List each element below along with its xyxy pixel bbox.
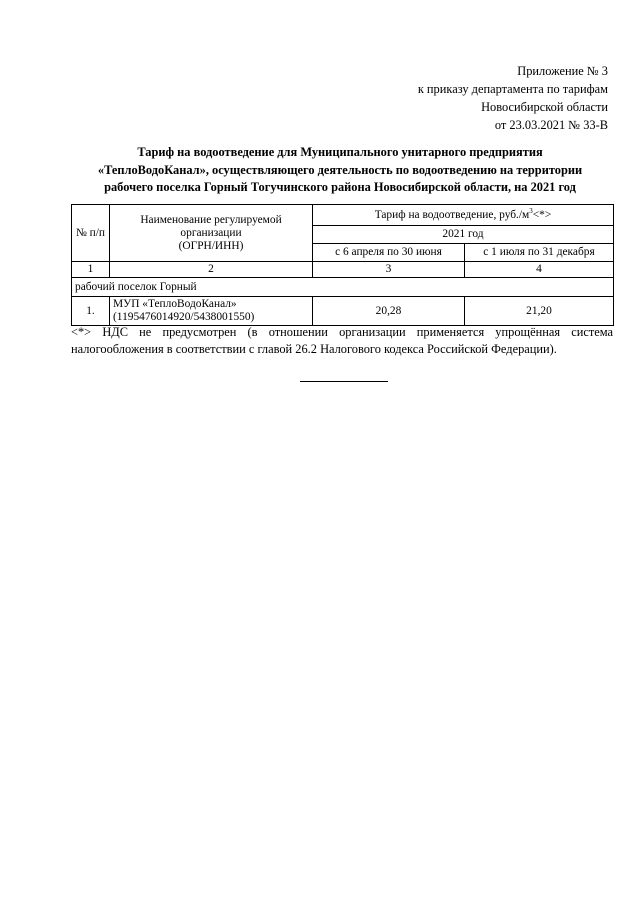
appendix-number: Приложение № 3 <box>517 64 608 78</box>
appendix-order-reference: к приказу департамента по тарифам <box>417 82 608 96</box>
title-line-1: Тариф на водоотведение для Муниципального унитарного предприятия <box>137 145 543 159</box>
header-tariff <box>313 205 614 226</box>
header-tariff-sup: 3 <box>529 206 533 215</box>
header-period-1: с 6 апреля по 30 июня <box>313 244 465 262</box>
divider-line <box>300 381 388 382</box>
column-number-3: 3 <box>313 262 465 278</box>
section-row: рабочий поселок Горный <box>72 278 614 297</box>
document-title <box>60 144 620 197</box>
header-tariff-footnote-mark: <*> <box>532 208 552 221</box>
header-organization <box>110 205 313 262</box>
row-org-ids: (1195476014920/5438001550) <box>113 311 255 323</box>
header-org-line-1: Наименование регулируемой <box>140 213 282 226</box>
footnote: <*> НДС не предусмотрен (в отношении организации применяется упрощённая система налогообложения в соответствии с главой 26.2 Налогового кодекса Российской Федерации). <box>71 325 613 356</box>
header-num: № п/п <box>72 205 110 262</box>
row-organization <box>110 297 313 326</box>
row-num: 1. <box>72 297 110 326</box>
appendix-region: Новосибирской области <box>481 100 608 114</box>
column-number-1: 1 <box>72 262 110 278</box>
title-line-2: «ТеплоВодоКанал», осуществляющего деятельность по водоотведению на территории <box>97 162 583 177</box>
row-org-name: МУП «ТеплоВодоКанал» <box>113 298 237 310</box>
header-period-2: с 1 июля по 31 декабря <box>465 244 614 262</box>
tariff-table <box>71 204 614 326</box>
header-year: 2021 год <box>313 226 614 244</box>
header-org-line-2: организации <box>180 226 242 239</box>
title-line-3: рабочего поселка Горный Тогучинского района Новосибирской области, на 2021 год <box>104 180 576 194</box>
table-row <box>72 297 614 326</box>
appendix-date: от 23.03.2021 № 33-В <box>494 118 608 132</box>
header-org-line-3: (ОГРН/ИНН) <box>178 239 244 252</box>
row-tariff-period-1: 20,28 <box>313 297 465 326</box>
header-tariff-text: Тариф на водоотведение, руб./м <box>374 208 530 221</box>
column-number-4: 4 <box>465 262 614 278</box>
row-tariff-period-2: 21,20 <box>465 297 614 326</box>
appendix-block <box>418 62 608 134</box>
column-number-2: 2 <box>110 262 313 278</box>
